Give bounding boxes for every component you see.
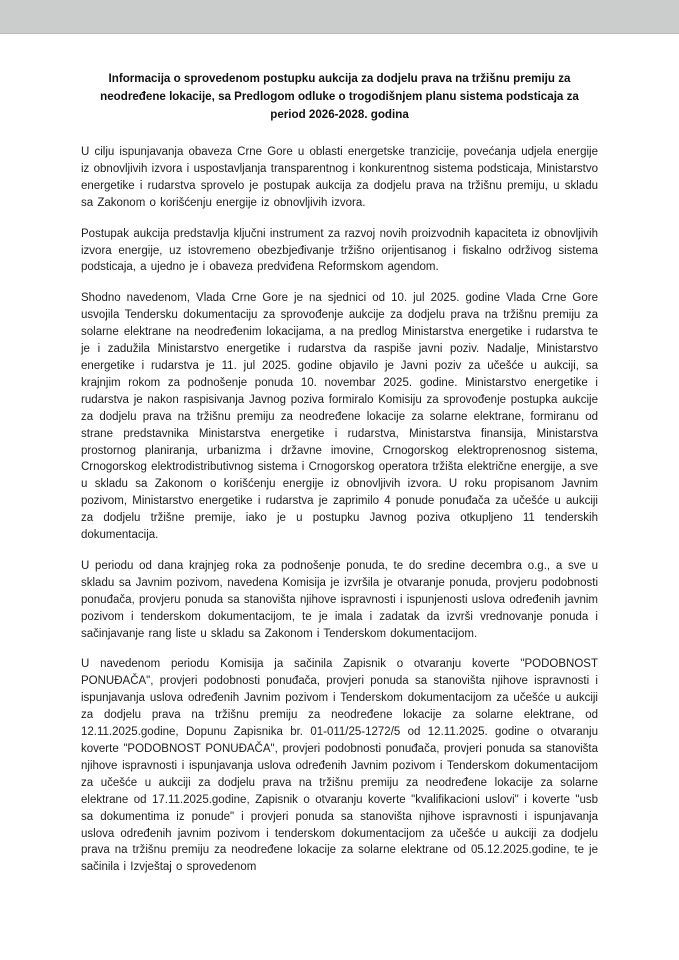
- paragraph: U cilju ispunjavanja obaveza Crne Gore u oblasti energetske tranzicije, povećanja udjela energije iz obnovljivih izvora i uspostavljanja transparentnog i konkurentnog sistema podsticaja, Ministarstvo energetike i rudarstva sprovelo je postupak aukcija za dodjelu prava na tržišnu premiju, u skladu sa Zakonom o korišćenju energije iz obnovljivih izvora.: [81, 146, 598, 209]
- paragraph: U navedenom periodu Komisija ja sačinila Zapisnik o otvaranju koverte "PODOBNOST PONUĐAČA", provjeri podobnosti ponuđača, provjeri ponuda sa stanovišta njihove ispravnosti i ispunjavanja uslova određenih Javnim pozivom i Tenderskom dokumentacijom za učešće u aukciji za dodjelu prava na tržišnu premiju za neodređene lokacije za solarne elektrane, od 12.11.2025.godine, Dopunu Zapisnika br. 01-011/25-1272/5 od 12.11.2025. godine o otvaranju koverte "PODOBNOST PONUĐAČA", provjeri podobnosti ponuđača, provjeri ponuda sa stanovišta njihove ispravnosti i ispunjavanja uslova određenih Javnim pozivom i Tenderskom dokumentacijom za učešće u aukciji za dodjelu prava na tržišnu premiju za neodređene lokacije za solarne elektrane od 17.11.2025.godine, Zapisnik o otvaranju koverte "kvalifikacioni uslovi" i koverte "usb sa dokumentima iz ponude" i provjeri ponuda sa stanovišta njihove ispravnosti i ispunjavanja uslova određenih javnim pozivom i tenderskom dokumentacijom za učešće u aukciji za dodjelu prava na tržišnu premiju za neodređene lokacije za solarne elektrane od 05.12.2025.godine, te je sačinila i Izvještaj o sprovedenom: [81, 658, 598, 874]
- paragraph: Shodno navedenom, Vlada Crne Gore je na sjednici od 10. jul 2025. godine Vlada Crne Gore usvojila Tendersku dokumentaciju za sprovođenje aukcije za dodjelu prava na tržišnu premiju za solarne elektrane na neodređenim lokacijama, a na predlog Ministarstva energetike i rudarstva te je i zadužila Ministarstvo energetike i rudarstva da raspiše javni poziv. Nadalje, Ministarstvo energetike i rudarstva je 11. jul 2025. godine objavilo je Javni poziv za učešće u aukciji, sa krajnjim rokom za podnošenje ponuda 10. novembar 2025. godine. Ministarstvo energetike i rudarstva je nakon raspisivanja Javnog poziva formiralo Komisiju za sprovođenje postupka aukcije za dodjelu prava na tržišnu premiju za neodređene lokacije za solarne elektrane, formiranu od strane predstavnika Ministarstva energetike i rudarstva, Ministarstva finansija, Ministarstva prostornog planiranja, urbanizma i državne imovine, Crnogorskog elektroprenosnog sistema, Crnogorskog elektrodistributivnog sistema i Crnogorskog operatora tržišta električne energije, a sve u skladu sa Zakonom o korišćenju energije iz obnovljivih izvora. U roku propisanom Javnim pozivom, Ministarstvo energetike i rudarstva je zaprimilo 4 ponude ponuđača za učešće u aukciji za dodjelu tržišne premije, iako je u postupku Javnog poziva otkupljeno 11 tenderskih dokumentacija.: [81, 292, 598, 542]
- paragraph: Postupak aukcija predstavlja ključni instrument za razvoj novih proizvodnih kapaciteta iz obnovljivih izvora energije, uz istovremeno obezbjeđivanje tržišno orijentisanog i fiskalno održivog sistema podsticaja, a ujedno je i obaveza predviđena Reformskom agendom.: [81, 227, 598, 274]
- document-title: Informacija o sprovedenom postupku aukcija za dodjelu prava na tržišnu premiju za neodređene lokacije, sa Predlogom odluke o trogodišnjem planu sistema podsticaja za period 2026-2028. godina: [100, 72, 579, 121]
- document-content: [0, 34, 679, 876]
- viewer-top-bar: [0, 0, 679, 34]
- paragraph: U periodu od dana krajnjeg roka za podnošenje ponuda, te do sredine decembra o.g., a sve u skladu sa Javnim pozivom, navedena Komisija je izvršila je otvaranje ponuda, provjeru podobnosti ponuđača, provjeru ponuda sa stanovišta njihove ispravnosti i ispunjenosti uslova određenih javnim pozivom i tenderskom dokumentacijom, te je imala i zadatak da izvrši vrednovanje ponuda i sačinjavanje rang liste u skladu sa Zakonom i Tenderskom dokumentacijom.: [81, 559, 598, 640]
